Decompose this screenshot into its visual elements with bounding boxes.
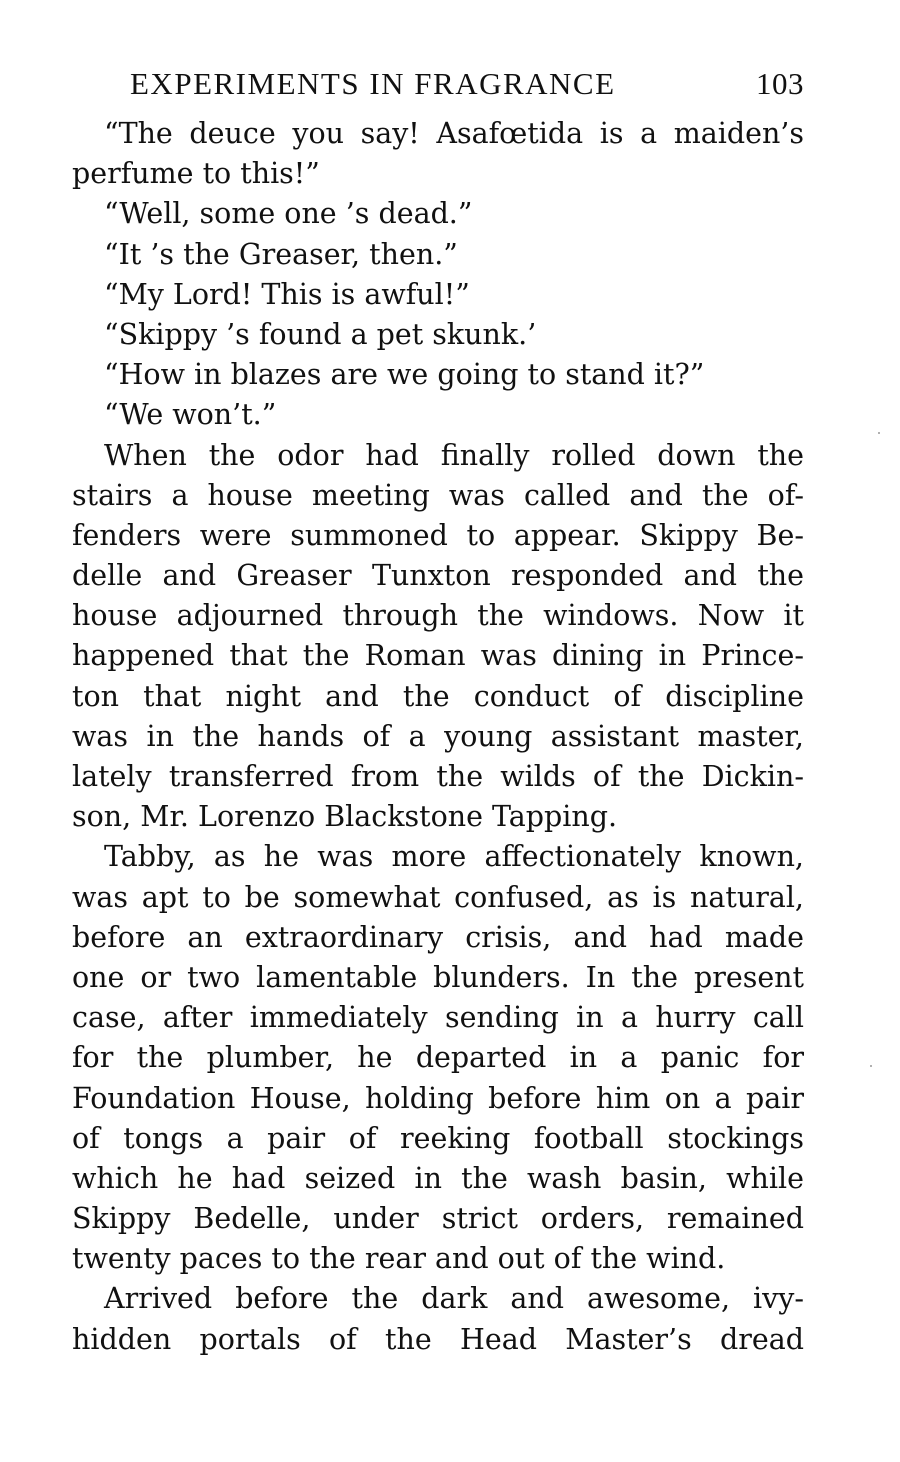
text-line: lately transferred from the wilds of the Dickin- [72, 760, 804, 793]
text-line: twenty paces to the rear and out of the wind. [72, 1242, 726, 1276]
text-line: hidden portals of the Head Master’s dread [72, 1322, 804, 1356]
text-line: “We won’t.” [104, 398, 277, 432]
text-line: “My Lord! This is awful!” [104, 277, 470, 311]
text-line: “It ’s the Greaser, then.” [104, 237, 458, 271]
text-line: fenders were summoned to appear. Skippy Be- [72, 518, 804, 552]
body-text [72, 114, 804, 1360]
page-number: 103 [756, 66, 804, 101]
text-line: house adjourned through the windows. Now it [72, 599, 804, 633]
text-line: Tabby, as he was more affectionately known, [104, 840, 804, 874]
text-line: “Skippy ’s found a pet skunk.’ [104, 317, 537, 351]
text-line: delle and Greaser Tunxton responded and the [72, 559, 804, 593]
text-line: case, after immediately sending in a hurry call [72, 1001, 804, 1035]
text-line: before an extraordinary crisis, and had made [72, 920, 804, 954]
text-line: Skippy Bedelle, under strict orders, remained [72, 1202, 804, 1236]
text-line: “Well, some one ’s dead.” [104, 197, 473, 231]
text-line: was in the hands of a young assistant master, [72, 719, 804, 753]
text-line: When the odor had finally rolled down the [104, 438, 804, 472]
text-line: “How in blazes are we going to stand it?” [104, 358, 705, 392]
running-head-title: EXPERIMENTS IN FRAGRANCE [130, 66, 616, 101]
text-line: for the plumber, he departed in a panic for [72, 1041, 804, 1075]
book-page [72, 62, 804, 1360]
text-line: one or two lamentable blunders. In the present [72, 960, 804, 994]
running-head [72, 62, 804, 106]
text-line: ton that night and the conduct of discipline [72, 679, 804, 713]
page-speck [878, 432, 880, 434]
text-line: Foundation House, holding before him on a pair [72, 1081, 804, 1115]
text-line: “The deuce you say! Asafœtida is a maiden’s [104, 117, 804, 150]
text-line: stairs a house meeting was called and the of- [72, 478, 804, 512]
text-line: perfume to this!” [72, 157, 320, 191]
text-line: which he had seized in the wash basin, while [72, 1161, 804, 1195]
text-line: was apt to be somewhat confused, as is natural, [72, 880, 804, 914]
page-speck [870, 1065, 872, 1067]
text-line: happened that the Roman was dining in Prince- [72, 639, 804, 673]
text-line: son, Mr. Lorenzo Blackstone Tapping. [72, 800, 618, 834]
text-line: Arrived before the dark and awesome, ivy- [104, 1282, 804, 1316]
text-line: of tongs a pair of reeking football stockings [72, 1121, 804, 1155]
